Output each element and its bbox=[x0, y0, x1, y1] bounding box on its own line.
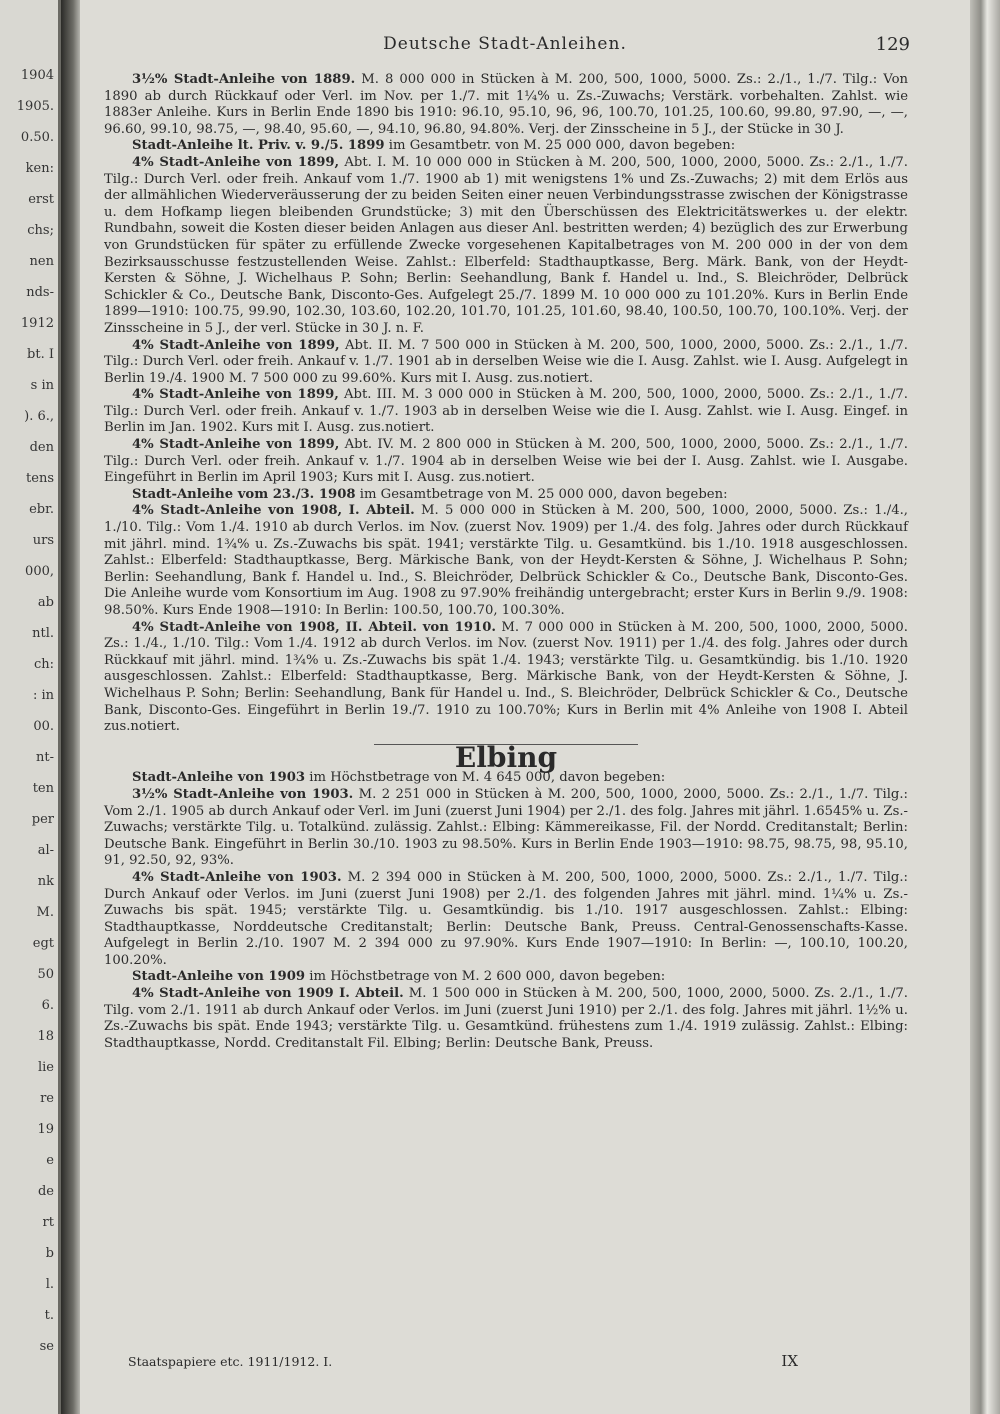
facing-page-fragment: s in bbox=[30, 378, 54, 393]
facing-page-fragment: 000, bbox=[25, 564, 54, 579]
facing-page-fragment: de bbox=[37, 1184, 54, 1199]
page-stack-edge bbox=[968, 0, 1000, 1414]
facing-page-fragment: rt bbox=[42, 1215, 54, 1230]
facing-page-fragment: ch: bbox=[33, 657, 54, 672]
entry-paragraph bbox=[104, 969, 908, 986]
facing-page-fragment: M. bbox=[36, 905, 54, 920]
facing-page-fragment: 1904 bbox=[20, 68, 54, 83]
facing-page-fragment: chs; bbox=[27, 223, 54, 238]
facing-page-fragment: 19 bbox=[37, 1122, 54, 1137]
facing-page-fragment: 1912 bbox=[20, 316, 54, 331]
entry-text: Abt. I. M. 10 000 000 in Stücken à M. 200, 500, 1000, 2000, 5000. Zs.: 2./1., 1./7. Tilg.: Durch Verl. oder freih. Ankauf vom 1./7. 1900 ab 1) mit wenigstens 1% und Zs.-Zuwachs; 2) mit dem Erlös aus der allmählichen Wiederveräusserung der zu beiden Seiten einer neuen Verbindungsstrasse zwischen der Königstrasse u. dem Hofkamp liegen bleibenden Grundstücke; 3) mit den Überschüssen des Elektricitätswerkes u. der elektr. Rundbahn, soweit die Kosten dieser beiden Anlagen aus dieser Anl. bestritten werden; 4) bezüglich des zur Erwerbung von Grundstücken für später zu erfüllende Zwecke vorgesehenen Kapitalbetrages von M. 200 000 in der von dem Bezirksausschusse festzustellenden Weise. Zahlst.: Elberfeld: Stadthauptkasse, Berg. Märk. Bank, von der Heydt-Kersten & Söhne, J. Wichelhaus P. Sohn; Berlin: Seehandlung, Bank f. Handel u. Ind., S. Bleichröder, Delbrück Schickler & Co., Deutsche Bank, Disconto-Ges. Aufgelegt 25./7. 1899 M. 10 000 000 zu 101.20%. Kurs in Berlin Ende 1899—1910: 100.75, 99.90, 102.30, 103.60, 102.20, 101.70, 101.25, 101.60, 98.40, 100.50, 100.70, 100.10%. Verj. der Zinsscheine in 5 J., der verl. Stücke in 30 J. n. F. bbox=[104, 154, 908, 336]
entry-text: im Höchstbetrage von M. 4 645 000, davon begeben: bbox=[305, 770, 666, 786]
facing-page-fragment: se bbox=[39, 1339, 54, 1354]
section-heading-elbing: Elbing bbox=[104, 744, 908, 767]
facing-page-fragment: l. bbox=[45, 1277, 54, 1292]
entry-heading: Stadt-Anleihe vom 23./3. 1908 bbox=[132, 486, 356, 502]
entry-heading: 4% Stadt-Anleihe von 1908, II. Abteil. von 1910. bbox=[132, 619, 496, 635]
entry-paragraph bbox=[104, 487, 908, 504]
entry-paragraph bbox=[104, 503, 908, 619]
facing-page-fragment: egt bbox=[32, 936, 54, 951]
entry-heading: 4% Stadt-Anleihe von 1899, bbox=[132, 154, 340, 170]
entry-text: M. 2 251 000 in Stücken à M. 200, 500, 1000, 2000, 5000. Zs.: 2./1., 1./7. Tilg.: Vom 2./1. 1905 ab durch Ankauf oder Verl. im Juni (zuerst Juni 1904) per 2./1. des folg. Jahres mit jährl. 1.6545% u. Zs.-Zuwachs; verstärkte Tilg. u. Totalkünd. zulässig. Zahlst.: Elbing: Kämmereikasse, Fil. der Nordd. Creditanstalt; Berlin: Deutsche Bank. Eingeführt in Berlin 30./10. 1903 zu 98.50%. Kurs in Berlin Ende 1903—1910: 98.75, 98.75, 98, 95.10, 91, 92.50, 92, 93%. bbox=[104, 786, 908, 869]
facing-page-fragment: 00. bbox=[33, 719, 54, 734]
entry-text: M. 8 000 000 in Stücken à M. 200, 500, 1000, 5000. Zs.: 2./1., 1./7. Tilg.: Von 1890 ab durch Rückkauf oder Verl. im Nov. per 1./7. mit 1¼% u. Zs.-Zuwachs; Verstärk. vorbehalten. Zahlst. wie 1883er Anleihe. Kurs in Berlin Ende 1890 bis 1910: 96.10, 95.10, 96, 96, 100.70, 101.25, 100.60, 99.80, 97.90, —, —, 96.60, 99.10, 98.75, —, 98.40, 95.60, —, 94.10, 96.80, 94.80%. Verj. der Zinsscheine in 5 J., der Stücke in 30 J. bbox=[104, 72, 909, 137]
facing-page-fragment: ebr. bbox=[29, 502, 54, 517]
facing-page-fragment: urs bbox=[32, 533, 54, 548]
facing-page-fragment: ). 6., bbox=[24, 409, 54, 424]
entry-text: M. 1 500 000 in Stücken à M. 200, 500, 1000, 2000, 5000. Zs. 2./1., 1./7. Tilg. vom 2./1. 1911 ab durch Ankauf oder Verlos. im Juni (zuerst Juni 1910) per 2./1. des folg. Jahres mit jährl. 1½% u. Zs.-Zuwachs bis spät. Ende 1943; verstärkte Tilg. u. Gesamtkünd. frühestens zum 1./4. 1919 zulässig. Zahlst.: Elbing: Stadthauptkasse, Nordd. Creditanstalt Fil. Elbing; Berlin: Deutsche Bank, Preuss. bbox=[104, 986, 908, 1051]
facing-page-fragment: nt- bbox=[36, 750, 54, 765]
section-elbing bbox=[104, 770, 908, 1052]
entry-paragraph bbox=[104, 338, 908, 388]
section-deutsche-stadt-anleihen bbox=[104, 72, 908, 736]
entry-paragraph bbox=[104, 387, 908, 437]
entry-paragraph bbox=[104, 72, 908, 138]
entry-text: M. 2 394 000 in Stücken à M. 200, 500, 1000, 2000, 5000. Zs.: 2./1., 1./7. Tilg.: Durch Ankauf oder Verlos. im Juni (zuerst Juni 1908) per 2./1. des folgenden Jahres mit jährl. mind. 1¼% u. Zs.-Zuwachs bis spät. 1945; verstärkte Tilg. u. Gesamtkündig. bis 1./10. 1917 ausgeschlossen. Zahlst.: Elbing: Stadthauptkasse, Norddeutsche Creditanstalt; Berlin: Deutsche Bank, Preuss. Central-Genossenschafts-Kasse. Aufgelegt in Berlin 2./10. 1907 M. 2 394 000 zu 97.90%. Kurs Ende 1907—1910: In Berlin: —, 100.10, 100.20, 100.20%. bbox=[104, 869, 908, 968]
facing-page-fragment: b bbox=[45, 1246, 54, 1261]
entry-text: Abt. II. M. 7 500 000 in Stücken à M. 200, 500, 1000, 2000, 5000. Zs.: 2./1., 1./7. Tilg.: Durch Verl. oder freih. Ankauf v. 1./7. 1901 ab in derselben Weise wie die I. Ausg. Zahlst. wie I. Ausg. Aufgelegt in Berlin 19./4. 1900 M. 7 500 000 zu 99.60%. Kurs mit I. Ausg. zus.notiert. bbox=[104, 337, 908, 386]
entry-heading: 3½% Stadt-Anleihe von 1889. bbox=[132, 72, 356, 87]
entry-paragraph bbox=[104, 138, 908, 155]
entry-heading: 4% Stadt-Anleihe von 1899, bbox=[132, 387, 339, 403]
entry-heading: Stadt-Anleihe von 1903 bbox=[132, 770, 306, 786]
facing-page-fragment: ten bbox=[32, 781, 54, 796]
facing-page-fragment: 1905. bbox=[16, 99, 54, 114]
facing-page-fragment: e bbox=[46, 1153, 54, 1168]
facing-page-fragment: lie bbox=[37, 1060, 54, 1075]
entry-heading: Stadt-Anleihe von 1909 bbox=[132, 969, 306, 985]
entry-heading: 3½% Stadt-Anleihe von 1903. bbox=[132, 786, 354, 802]
facing-page-fragment: 6. bbox=[41, 998, 54, 1013]
running-title: Deutsche Stadt-Anleihen. bbox=[383, 34, 627, 54]
facing-page-fragment: 18 bbox=[37, 1029, 54, 1044]
entry-text: M. 5 000 000 in Stücken à M. 200, 500, 1000, 2000, 5000. Zs.: 1./4., 1./10. Tilg.: Vom 1./4. 1910 ab durch Verlos. im Nov. (zuerst Nov. 1909) per 1./4. des folg. Jahres oder durch Rückkauf mit jährl. mind. 1¾% u. Zs.-Zuwachs bis spät. 1941; verstärkte Tilg. u. Gesamtkünd. bis 1./10. 1918 ausgeschlossen. Zahlst.: Elberfeld: Stadthauptkasse, Berg. Märkische Bank, von der Heydt-Kersten & Söhne, J. Wichelhaus P. Sohn; Berlin: Seehandlung, Bank f. Handel u. Ind., S. Bleichröder, Delbrück Schickler & Co., Deutsche Bank, Disconto-Ges. Die Anleihe wurde vom Konsortium im Aug. 1908 zu 97.90% freihändig untergebracht; erster Kurs in Berlin 9./9. 1908: 98.50%. Kurs Ende 1908—1910: In Berlin: 100.50, 100.70, 100.30%. bbox=[104, 503, 908, 618]
book-gutter bbox=[61, 0, 81, 1414]
entry-paragraph bbox=[104, 787, 908, 870]
page-footer bbox=[128, 1354, 858, 1369]
entry-heading: 4% Stadt-Anleihe von 1899, bbox=[132, 437, 340, 453]
facing-page-fragment: ab bbox=[37, 595, 54, 610]
facing-page-fragment: re bbox=[40, 1091, 54, 1106]
facing-page-fragment: tens bbox=[26, 471, 54, 486]
entry-text: Abt. IV. M. 2 800 000 in Stücken à M. 200, 500, 1000, 2000, 5000. Zs.: 2./1., 1./7. Tilg.: Durch Verl. oder freih. Ankauf v. 1./7. 1904 ab in derselben Weise wie bei der I. Ausg. Zahlst. wie I. Ausgabe. Eingeführt in Berlin im April 1903; Kurs mit I. Ausg. zus.notiert. bbox=[104, 437, 908, 486]
running-header bbox=[100, 34, 910, 58]
signature-mark: IX bbox=[781, 1352, 798, 1370]
facing-page-fragment: : in bbox=[32, 688, 54, 703]
entry-text: im Höchstbetrage von M. 2 600 000, davon begeben: bbox=[305, 969, 666, 985]
entry-heading: 4% Stadt-Anleihe von 1909 I. Abteil. bbox=[132, 986, 404, 1002]
facing-page-fragment: nds- bbox=[26, 285, 54, 300]
page-number: 129 bbox=[875, 34, 910, 55]
facing-page-fragment: den bbox=[29, 440, 54, 455]
entry-paragraph bbox=[104, 620, 908, 736]
entry-text: im Gesamtbetrage von M. 25 000 000, davon begeben: bbox=[355, 486, 728, 502]
facing-page-fragment: 0.50. bbox=[20, 130, 54, 145]
facing-page-fragment: 50 bbox=[37, 967, 54, 982]
facing-page-fragment: t. bbox=[44, 1308, 54, 1323]
facing-page-edge bbox=[0, 0, 61, 1414]
facing-page-fragment: al- bbox=[37, 843, 54, 858]
entry-heading: Stadt-Anleihe lt. Priv. v. 9./5. 1899 bbox=[132, 138, 385, 154]
page-body bbox=[104, 72, 908, 1052]
facing-page-fragment: nen bbox=[29, 254, 54, 269]
entry-text: im Gesamtbetr. von M. 25 000 000, davon begeben: bbox=[384, 138, 736, 154]
entry-paragraph bbox=[104, 986, 908, 1052]
entry-text: M. 7 000 000 in Stücken à M. 200, 500, 1000, 2000, 5000. Zs.: 1./4., 1./10. Tilg.: Vom 1./4. 1912 ab durch Verlos. im Nov. (zuerst Nov. 1911) per 1./4. des folg. Jahres oder durch Rückkauf mit jährl. mind. 1¾% u. Zs.-Zuwachs bis spät 1./4. 1943; verstärkte Tilg. u. Gesamtkündig. bis 1./10. 1920 ausgeschlossen. Zahlst.: Elberfeld: Stadthauptkasse, Berg. Märkische Bank, von der Heydt-Kersten & Söhne, J. Wichelhaus P. Sohn; Berlin: Seehandlung, Bank für Handel u. Ind., S. Bleichröder, Delbrück Schickler & Co., Deutsche Bank, Disconto-Ges. Eingeführt in Berlin 19./7. 1910 zu 100.70%; Kurs in Berlin mit 4% Anleihe von 1908 I. Abteil zus.notiert. bbox=[104, 619, 908, 735]
entry-paragraph bbox=[104, 155, 908, 338]
entry-paragraph bbox=[104, 437, 908, 487]
entry-heading: 4% Stadt-Anleihe von 1903. bbox=[132, 869, 342, 885]
facing-page-fragment: ken: bbox=[25, 161, 54, 176]
facing-page-fragment: ntl. bbox=[32, 626, 54, 641]
book-page bbox=[80, 0, 970, 1414]
entry-heading: 4% Stadt-Anleihe von 1899, bbox=[132, 337, 340, 353]
entry-paragraph bbox=[104, 870, 908, 970]
footer-text: Staatspapiere etc. 1911/1912. I. bbox=[128, 1354, 333, 1369]
entry-text: Abt. III. M. 3 000 000 in Stücken à M. 200, 500, 1000, 2000, 5000. Zs.: 2./1., 1./7. Tilg.: Durch Verl. oder freih. Ankauf v. 1./7. 1903 ab in derselben Weise wie die I. Ausg. Zahlst. wie I. Ausg. Eingef. in Berlin im Jan. 1902. Kurs mit I. Ausg. zus.notiert. bbox=[104, 387, 908, 436]
entry-heading: 4% Stadt-Anleihe von 1908, I. Abteil. bbox=[132, 503, 415, 519]
facing-page-fragment: bt. I bbox=[27, 347, 54, 362]
facing-page-fragment: per bbox=[31, 812, 54, 827]
facing-page-fragment: erst bbox=[28, 192, 54, 207]
facing-page-fragment: nk bbox=[37, 874, 54, 889]
